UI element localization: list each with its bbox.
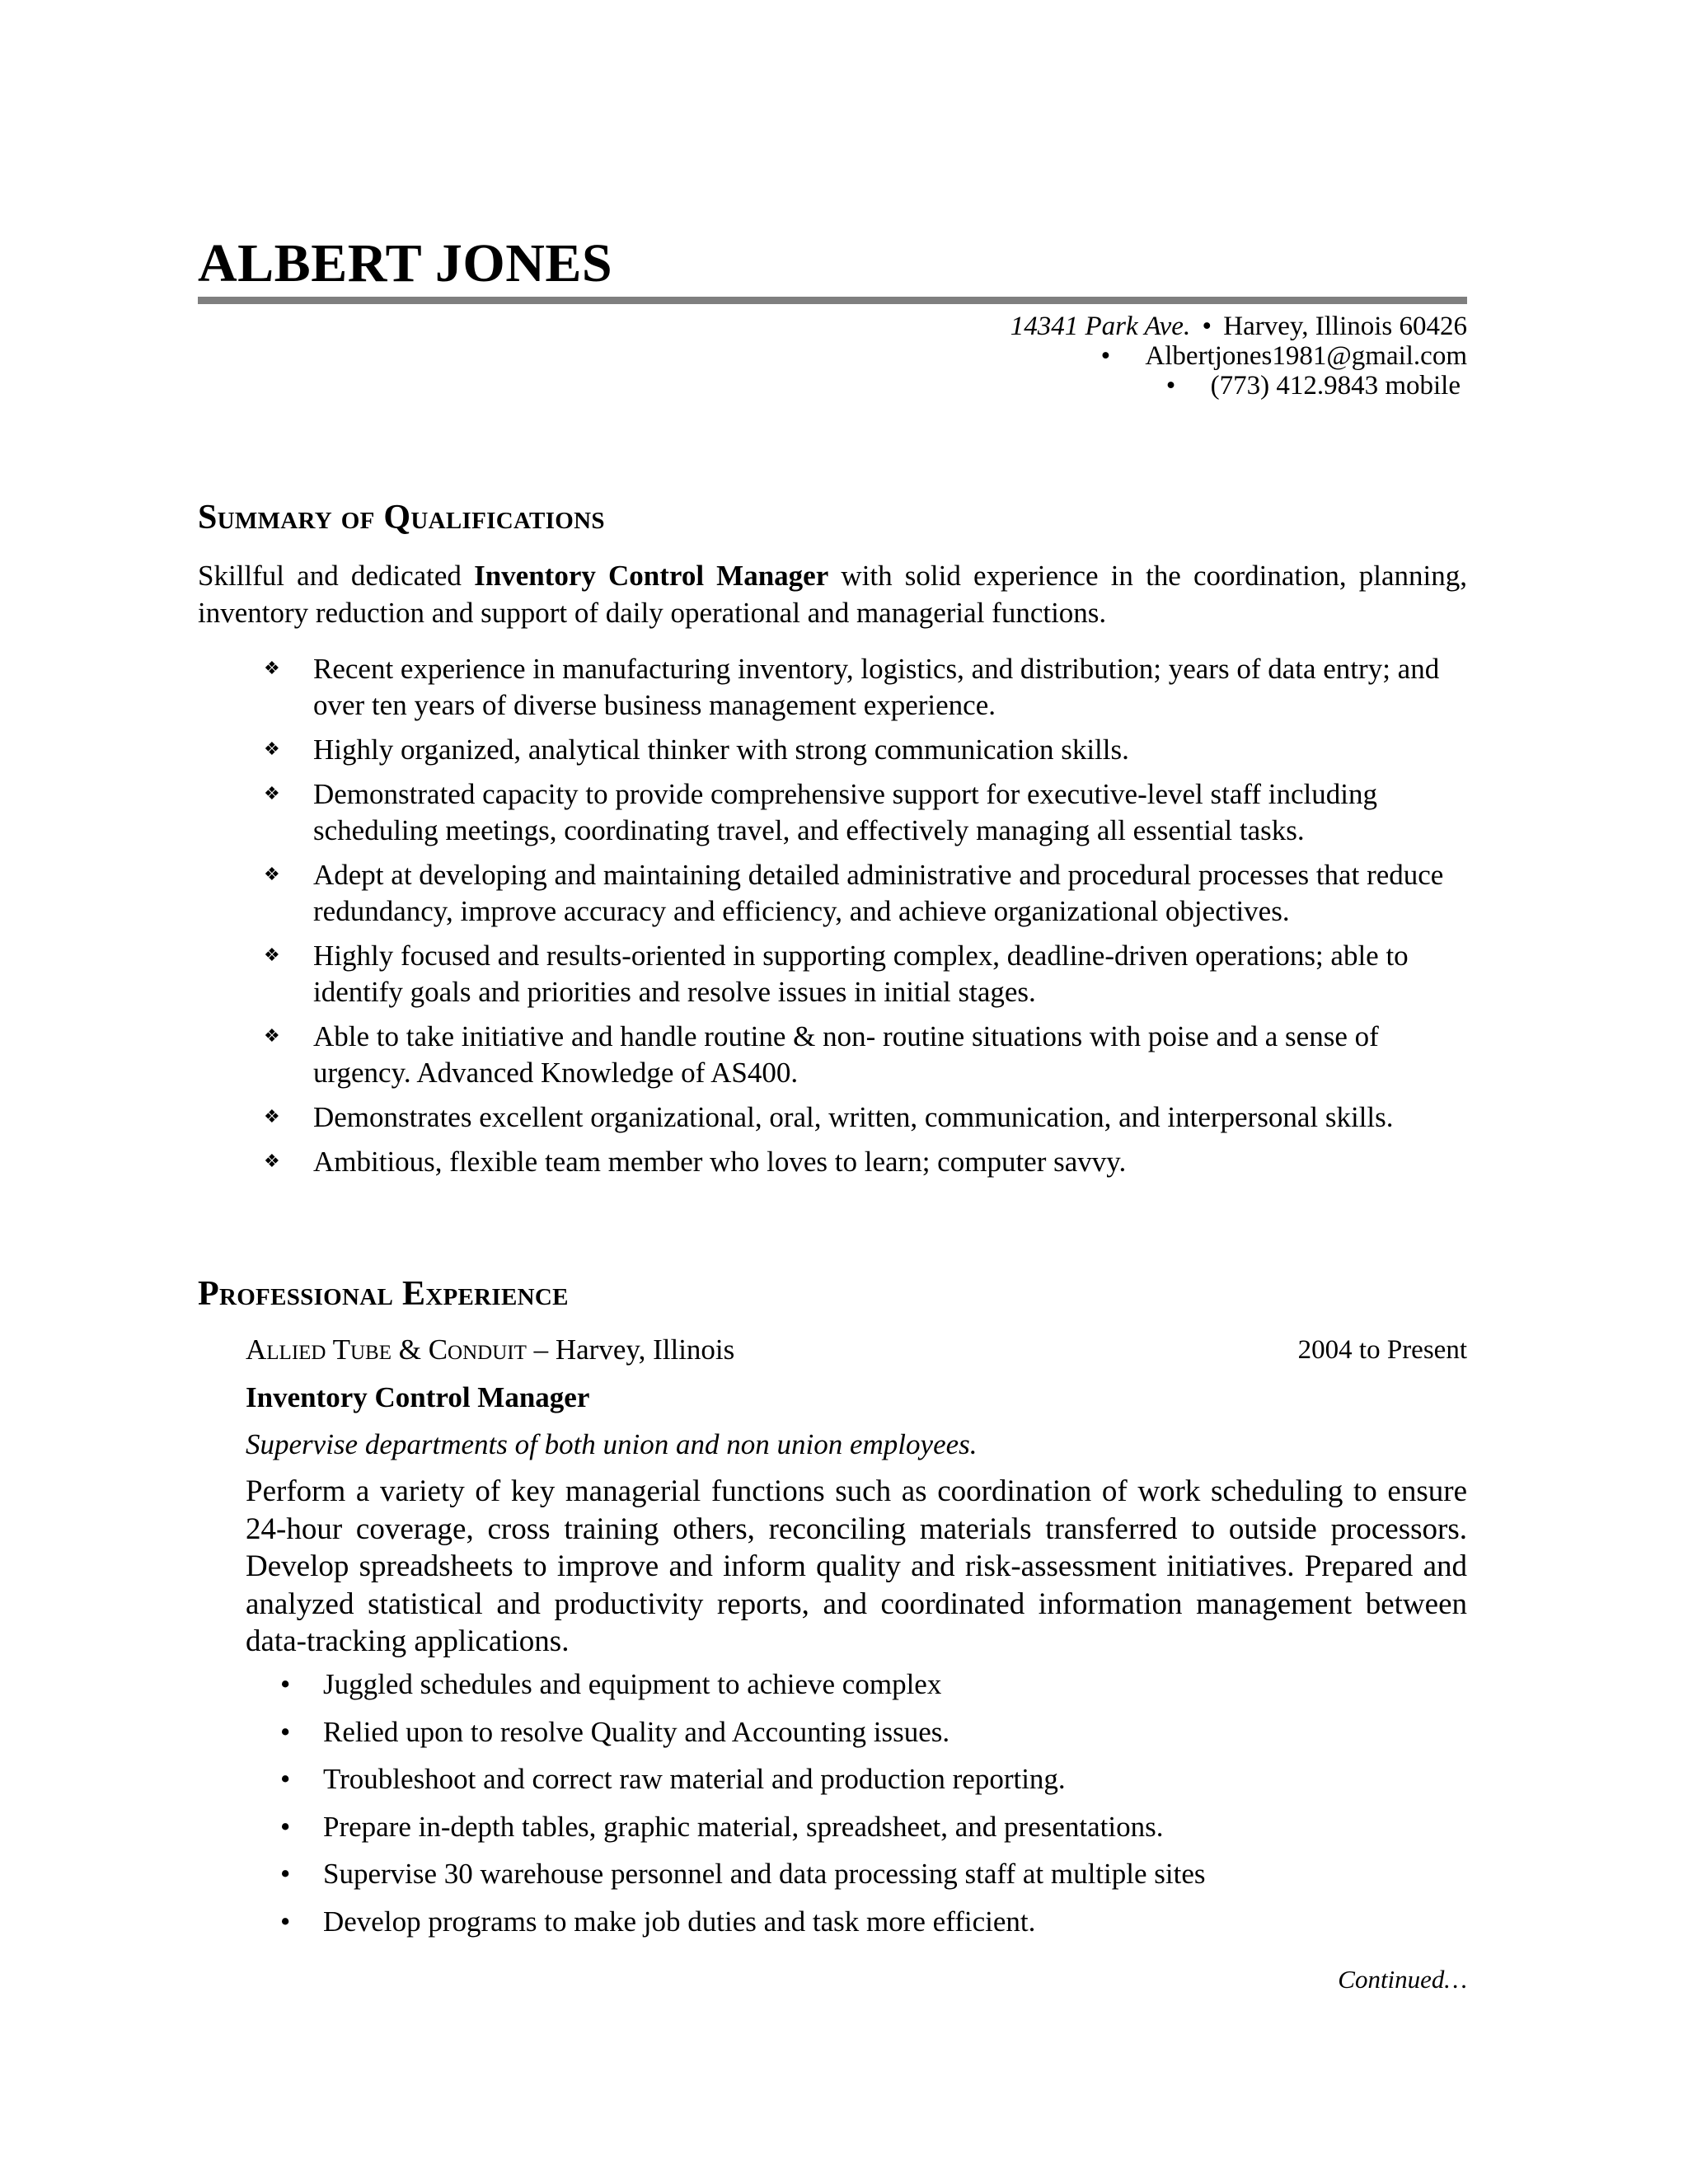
qualification-item: [264, 732, 1467, 768]
bullet-separator: •: [1202, 312, 1212, 341]
responsibility-item: [280, 1666, 1467, 1703]
company-location: – Harvey, Illinois: [526, 1333, 735, 1366]
responsibilities-list: [280, 1666, 1467, 1951]
bullet-icon: •: [280, 1905, 291, 1938]
qualification-item: [264, 651, 1467, 724]
bullet-icon: •: [280, 1810, 291, 1843]
diamond-bullet-icon: ❖: [264, 784, 280, 804]
email-address: Albertjones1981@gmail.com: [1145, 341, 1467, 371]
phone-number: (773) 412.9843 mobile: [1210, 371, 1461, 401]
diamond-bullet-icon: ❖: [264, 739, 280, 760]
qualifications-list: [264, 651, 1467, 1188]
address-street: 14341 Park Ave.: [1010, 312, 1191, 341]
responsibility-item: [280, 1904, 1467, 1940]
responsibility-item: [280, 1761, 1467, 1797]
summary-heading: Summary of Qualifications: [198, 499, 605, 537]
contact-email-line: [1010, 341, 1467, 371]
experience-heading: Professional Experience: [198, 1275, 569, 1313]
company-line: [246, 1332, 1467, 1368]
job-description: Perform a variety of key managerial functions such as coordination of work scheduling to ensure 24-hour coverage, cross training others, reconciling materials transferred to outside processors. Develop spreadsheets to improve and inform quality and risk-assessment initiatives. Prepared and analyzed statistical and productivity reports, and coordinated information management between data-tracking applications.: [246, 1474, 1467, 1658]
contact-address-line: [1010, 312, 1467, 341]
diamond-bullet-icon: ❖: [264, 1107, 280, 1127]
qualification-text: Able to take initiative and handle routine & non- routine situations with poise and a sense of urgency. Advanced Knowledge of AS400.: [313, 1020, 1379, 1089]
qualification-text: Recent experience in manufacturing inventory, logistics, and distribution; years of data entry; and over ten years of diverse business management experience.: [313, 653, 1440, 721]
responsibility-text: Troubleshoot and correct raw material and production reporting.: [323, 1763, 1066, 1795]
bullet-icon: •: [280, 1715, 291, 1748]
summary-intro-end: with solid experience in the coordination, planning, inventory reduction and support of daily operational and managerial functions.: [198, 560, 1468, 629]
qualification-item: [264, 938, 1467, 1010]
address-city: Harvey, Illinois 60426: [1223, 312, 1467, 341]
qualification-text: Ambitious, flexible team member who loves to learn; computer savvy.: [313, 1146, 1127, 1178]
bullet-icon: •: [280, 1858, 291, 1890]
qualification-text: Highly focused and results-oriented in supporting complex, deadline-driven operations; able to identify goals and priorities and resolve issues in initial stages.: [313, 940, 1409, 1008]
diamond-bullet-icon: ❖: [264, 658, 280, 679]
bullet-icon: •: [280, 1763, 291, 1795]
responsibility-text: Develop programs to make job duties and task more efficient.: [323, 1905, 1036, 1938]
bullet-separator: •: [1165, 371, 1176, 401]
job-title: Inventory Control Manager: [246, 1381, 590, 1413]
continued-note: Continued…: [1338, 1965, 1467, 1994]
summary-intro-start: Skillful and dedicated: [198, 560, 475, 592]
diamond-bullet-icon: ❖: [264, 945, 280, 966]
qualification-text: Demonstrates excellent organizational, oral, written, communication, and interpersonal skills.: [313, 1101, 1394, 1133]
diamond-bullet-icon: ❖: [264, 1026, 280, 1047]
responsibility-item: [280, 1856, 1467, 1892]
qualification-item: [264, 776, 1467, 849]
header-divider: [198, 297, 1467, 304]
qualification-text: Highly organized, analytical thinker with strong communication skills.: [313, 733, 1129, 766]
responsibility-text: Prepare in-depth tables, graphic material, spreadsheet, and presentations.: [323, 1810, 1164, 1843]
qualification-text: Demonstrated capacity to provide comprehensive support for executive-level staff including scheduling meetings, coordinating travel, and effectively managing all essential tasks.: [313, 778, 1378, 846]
bullet-icon: •: [280, 1668, 291, 1700]
qualification-item: [264, 1019, 1467, 1091]
job-subtitle: Supervise departments of both union and non union employees.: [246, 1428, 978, 1460]
qualification-text: Adept at developing and maintaining detailed administrative and procedural processes that reduce redundancy, improve accuracy and efficiency, and achieve organizational objectives.: [313, 859, 1444, 927]
diamond-bullet-icon: ❖: [264, 865, 280, 885]
responsibility-text: Relied upon to resolve Quality and Accounting issues.: [323, 1715, 950, 1748]
company-name: Allied Tube & Conduit: [246, 1333, 527, 1366]
qualification-item: [264, 1099, 1467, 1136]
responsibility-item: [280, 1809, 1467, 1845]
responsibility-text: Supervise 30 warehouse personnel and data processing staff at multiple sites: [323, 1858, 1206, 1890]
qualification-item: [264, 1144, 1467, 1180]
responsibility-text: Juggled schedules and equipment to achieve complex: [323, 1668, 942, 1700]
summary-intro: [198, 557, 1467, 631]
candidate-name: ALBERT JONES: [198, 233, 613, 293]
bullet-separator: •: [1100, 341, 1111, 371]
qualification-item: [264, 857, 1467, 930]
contact-phone-line: [1010, 371, 1467, 401]
responsibility-item: [280, 1714, 1467, 1750]
employment-dates: 2004 to Present: [1297, 1335, 1467, 1365]
diamond-bullet-icon: ❖: [264, 1151, 280, 1172]
summary-intro-role: Inventory Control Manager: [474, 560, 829, 592]
contact-block: [1010, 312, 1467, 401]
